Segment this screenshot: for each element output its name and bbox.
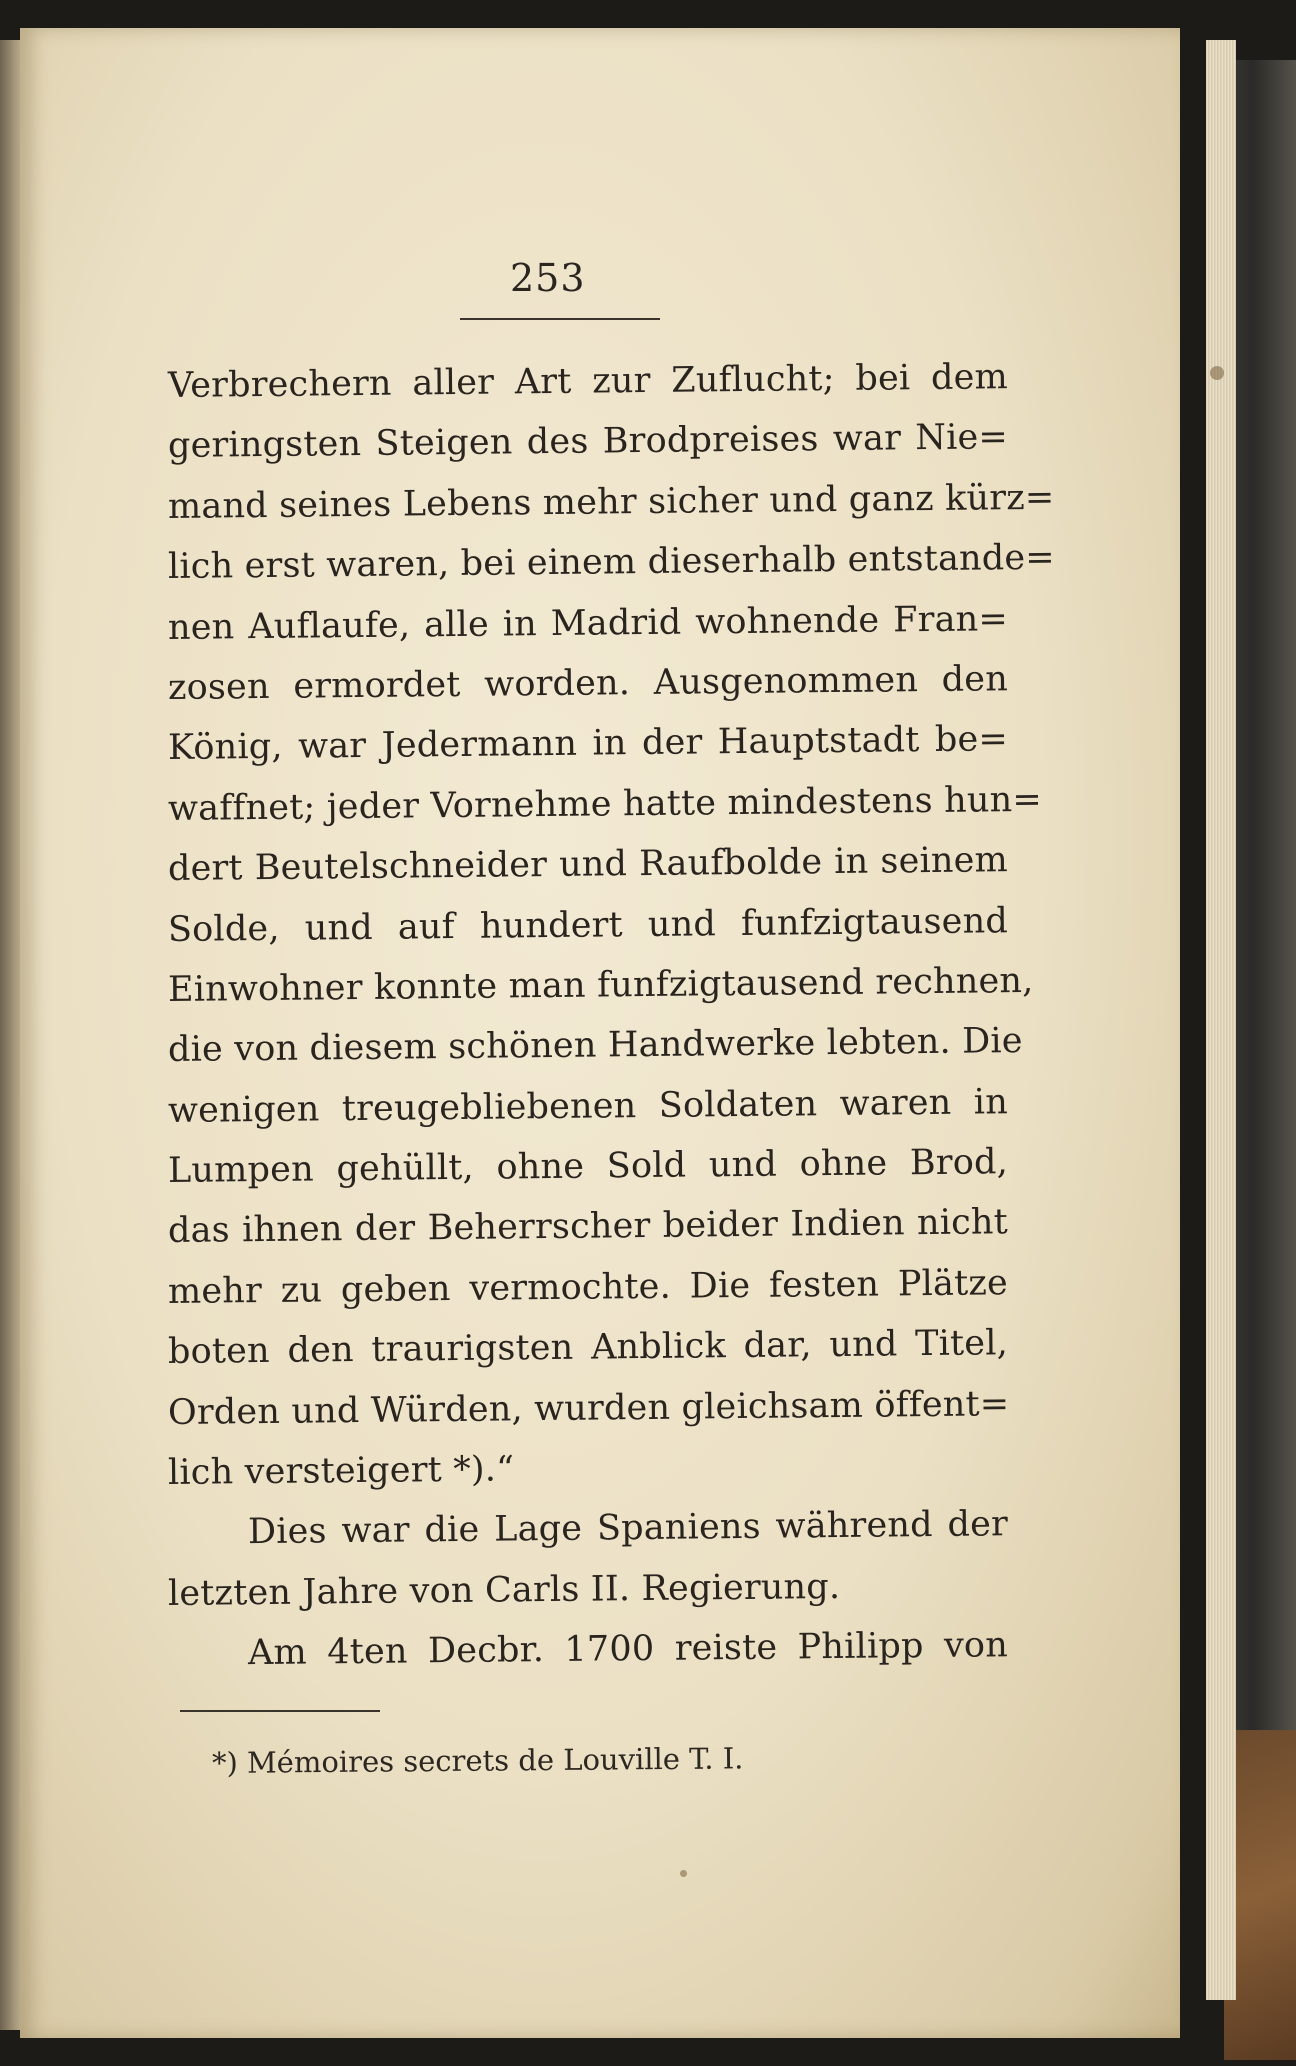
text-line: geringsten Steigen des Brodpreises war Nie= <box>167 417 1009 467</box>
footnote-rule <box>180 1710 380 1712</box>
text-line: lich versteigert *).“ <box>167 1449 515 1494</box>
body-text <box>167 356 1056 1685</box>
text-line: mand seines Lebens mehr sicher und ganz kürz= <box>167 477 1055 527</box>
text-line: boten den traurigsten Anblick dar, und Titel, <box>167 1323 1009 1373</box>
text-line: Einwohner konnte man funfzigtausend rechnen, <box>167 960 1034 1010</box>
text-line: letzten Jahre von Carls II. Regierung. <box>167 1566 841 1614</box>
text-line: die von diesem schönen Handwerke lebten. Die <box>167 1021 1023 1071</box>
text-line: nen Auflaufe, alle in Madrid wohnende Fran= <box>167 598 1009 648</box>
text-line: Dies war die Lage Spaniens während der <box>247 1504 1009 1553</box>
text-line: mehr zu geben vermochte. Die festen Plätze <box>167 1263 1009 1312</box>
page-number: 253 <box>510 256 586 300</box>
text-line: Solde, und auf hundert und funfzigtausend <box>167 900 1009 950</box>
text-line: Lumpen gehüllt, ohne Sold und ohne Brod, <box>167 1142 1009 1192</box>
ink-spot <box>1210 366 1224 380</box>
text-line: Orden und Würden, wurden gleichsam öffent= <box>167 1383 1010 1433</box>
page-number-rule <box>460 318 660 320</box>
text-line: das ihnen der Beherrscher beider Indien nicht <box>167 1202 1009 1252</box>
text-line: lich erst waren, bei einem dieserhalb entstande= <box>167 537 1056 588</box>
ink-spot <box>680 1870 687 1877</box>
footnote: *) Mémoires secrets de Louville T. I. <box>211 1741 744 1780</box>
text-line: dert Beutelschneider und Raufbolde in seinem <box>167 840 1009 890</box>
text-line: Am 4ten Decbr. 1700 reiste Philipp von <box>247 1625 1009 1674</box>
text-line: Verbrechern aller Art zur Zuflucht; bei dem <box>167 357 1009 406</box>
book-page <box>20 28 1180 2038</box>
text-line: König, war Jedermann in der Hauptstadt be= <box>167 719 1009 769</box>
text-line: zosen ermordet worden. Ausgenommen den <box>167 659 1009 708</box>
page-edges <box>1206 40 1236 2000</box>
text-line: waffnet; jeder Vornehme hatte mindestens hun= <box>167 779 1043 829</box>
text-line: wenigen treugebliebenen Soldaten waren in <box>167 1081 1009 1131</box>
